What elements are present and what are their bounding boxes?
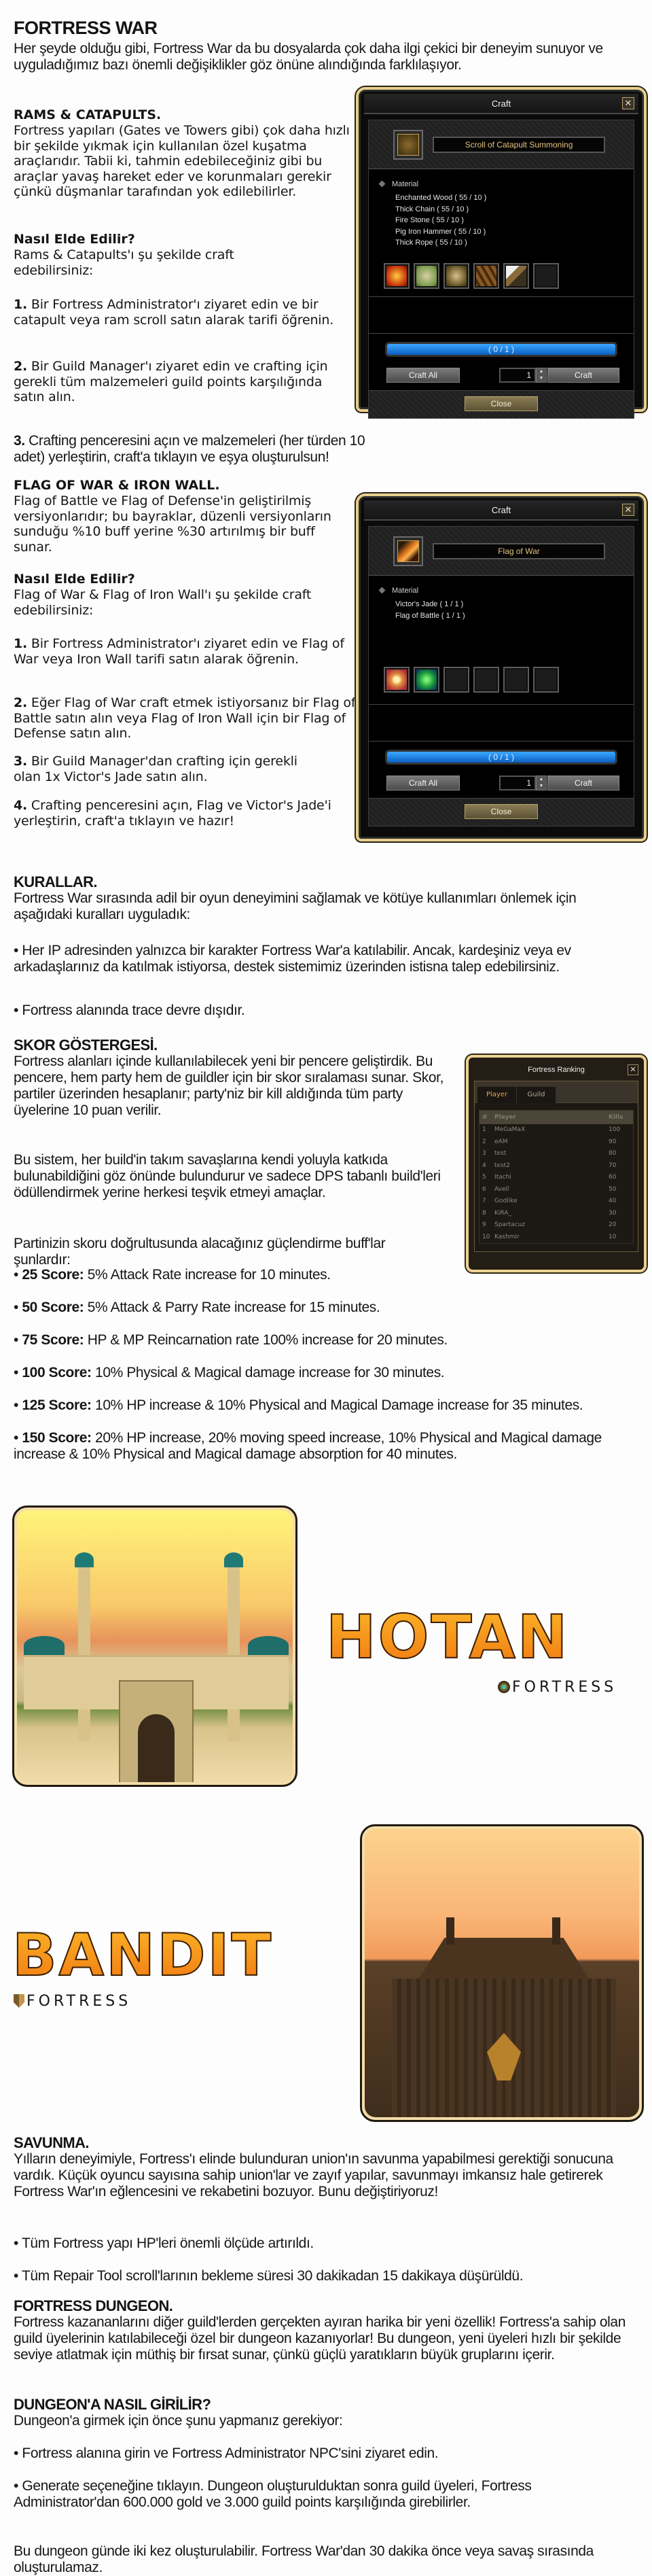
close-icon[interactable]: ✕ <box>628 1064 638 1075</box>
flags-step-4: 4. Crafting penceresini açın, Flag ve Victor's Jade'i yerleştirin, craft'a tıklayın ve hazır! <box>14 798 331 829</box>
victors-jade-icon[interactable] <box>414 667 439 693</box>
ranking-title: Fortress Ranking <box>528 1066 585 1074</box>
craft-all-button[interactable]: Craft All <box>386 776 460 790</box>
material-list <box>395 599 465 621</box>
tab-player[interactable]: Player <box>477 1087 517 1103</box>
ranking-panel <box>474 1081 638 1252</box>
craft-button[interactable]: Craft <box>547 776 619 790</box>
materials-panel <box>369 576 634 705</box>
flags-how-text: Flag of War & Flag of Iron Wall'ı şu şekilde craft edebilirsiniz: <box>14 587 312 618</box>
table-row: 5 Itachi 60 <box>482 1174 617 1181</box>
buff-item: • 100 Score: 10% Physical & Magical damage increase for 30 minutes. <box>14 1365 445 1380</box>
roof-post <box>552 1917 560 1945</box>
craft-body <box>368 120 634 419</box>
dome <box>24 1636 65 1655</box>
scroll-icon <box>393 130 423 160</box>
dungeon-enter-text: Dungeon'a girmek için önce şunu yapmanız gerekiyor: <box>14 2413 343 2429</box>
craft-result-area <box>369 705 634 742</box>
material-label: Material <box>392 180 419 188</box>
empty-slot[interactable] <box>473 667 499 693</box>
material-item: Flag of Battle ( 1 / 1 ) <box>395 611 465 620</box>
material-item: Thick Rope ( 55 / 10 ) <box>395 239 467 247</box>
dungeon-enter-title: DUNGEON'A NASIL GİRİLİR? <box>14 2396 211 2413</box>
score-paragraph-3: Partinizin skoru doğrultusunda alacağınız güçlendirme buff'lar şunlardır: <box>14 1236 386 1268</box>
craft-item-name: Scroll of Catapult Summoning <box>433 137 605 153</box>
craft-body <box>368 526 634 826</box>
craft-titlebar <box>364 500 638 521</box>
rules-bullet-2: • Fortress alanında trace devre dışıdır. <box>14 1003 245 1018</box>
dungeon-bullet-2: • Generate seçeneğine tıklayın. Dungeon oluşturulduktan sonra guild üyeleri, Fortress Administrator'dan 600.000 gold ve 3.000 guild points karşılığında girebilirler. <box>14 2478 532 2510</box>
score-title: SKOR GÖSTERGESİ. <box>14 1037 158 1054</box>
quantity-input[interactable]: 1 <box>499 776 536 790</box>
defense-bullet-2: • Tüm Repair Tool scroll'larının bekleme süresi 30 dakikadan 15 dakikaya düşürüldü. <box>14 2268 524 2284</box>
minaret <box>228 1558 240 1741</box>
intro-paragraph: Her şeyde olduğu gibi, Fortress War da bu dosyalarda çok daha ilgi çekici bir deneyim sunuyor ve uyguladığımız bazı önemli değişiklikler göz önüne alındığında farklılaşıyor. <box>14 41 603 73</box>
material-item: Thick Chain ( 55 / 10 ) <box>395 205 469 213</box>
bandit-logo: BANDIT <box>12 1921 274 1989</box>
table-header: # Player Kills <box>479 1111 633 1124</box>
empty-slot[interactable] <box>533 263 559 289</box>
thick-chain-icon[interactable] <box>443 263 469 289</box>
table-row: 6 Avell 50 <box>482 1185 617 1193</box>
rams-step-3: 3. Crafting penceresini açın ve malzemeleri (her türden 10 adet) yerleştirin, craft'a tıklayın ve eşya oluşturulsun! <box>14 433 365 465</box>
buff-list <box>14 1267 625 1463</box>
ranking-tabs <box>475 1081 638 1103</box>
table-row: 2 eAM 90 <box>482 1138 617 1145</box>
material-slots <box>384 263 559 289</box>
gate-door <box>138 1714 175 1782</box>
material-item: Victor's Jade ( 1 / 1 ) <box>395 600 464 608</box>
close-icon[interactable]: ✕ <box>622 504 634 516</box>
table-row: 10 Kashmir 10 <box>482 1233 617 1240</box>
table-row: 4 test2 70 <box>482 1162 617 1169</box>
material-item: Enchanted Wood ( 55 / 10 ) <box>395 194 487 202</box>
dungeon-bullet-1: • Fortress alanına girin ve Fortress Administrator NPC'sini ziyaret edin. <box>14 2446 439 2461</box>
buff-item: • 25 Score: 5% Attack Rate increase for 10 minutes. <box>14 1267 331 1283</box>
dungeon-footer: Bu dungeon günde iki kez oluşturulabilir. Fortress War'dan 30 dakika önce veya savaş sırasında oluşturulamaz. <box>14 2543 594 2575</box>
minaret <box>78 1558 90 1741</box>
fortress-ranking-window <box>466 1055 647 1272</box>
table-row: 3 test 80 <box>482 1150 617 1157</box>
table-row: 7 Godlike 40 <box>482 1198 617 1204</box>
rams-step-2: 2. Bir Guild Manager'ı ziyaret edin ve crafting için gerekli tüm malzemeleri guild points karşılığında satın alın. <box>14 359 328 404</box>
buff-item: • 50 Score: 5% Attack & Parry Rate increase for 15 minutes. <box>14 1300 380 1315</box>
quantity-input[interactable]: 1 <box>499 368 536 383</box>
thick-rope-icon[interactable] <box>473 263 499 289</box>
buff-item: • 125 Score: 10% HP increase & 10% Physical and Magical Damage increase for 35 minutes. <box>14 1397 583 1413</box>
flag-icon <box>393 536 423 566</box>
buff-item: • 75 Score: HP & MP Reincarnation rate 100% increase for 20 minutes. <box>14 1332 448 1348</box>
close-icon[interactable]: ✕ <box>622 97 634 109</box>
craft-titlebar <box>364 94 638 114</box>
buff-item: • 150 Score: 20% HP increase, 20% moving speed increase, 10% Physical and Magical damage increase & 10% Physical and Magical damage absorption for 40 minutes. <box>14 1430 602 1462</box>
hotan-fortress-image <box>12 1505 297 1787</box>
material-item: Pig Iron Hammer ( 55 / 10 ) <box>395 227 486 236</box>
craft-button[interactable]: Craft <box>547 368 619 383</box>
dome <box>248 1636 289 1655</box>
flags-step-3: 3. Bir Guild Manager'dan crafting için gerekli olan 1x Victor's Jade satın alın. <box>14 754 297 784</box>
score-paragraph-2: Bu sistem, her build'in takım savaşlarına kendi yoluyla katkıda bulunabildiğini göz önünde bulundurur ve sadece DPS tabanlı build'leri ödüllendirmek yerine herkesi teşvik etmeyi amaçlar. <box>14 1152 441 1200</box>
hotan-subtitle: FORTRESS <box>498 1679 617 1696</box>
bandit-subtitle: FORTRESS <box>14 1993 131 2010</box>
rules-paragraph: Fortress War sırasında adil bir oyun deneyimini sağlamak ve kötüye kullanımları önlemek için aşağıdaki kuralları uyguladık: <box>14 890 577 922</box>
enchanted-wood-icon[interactable] <box>414 263 439 289</box>
rules-title: KURALLAR. <box>14 873 97 890</box>
dome <box>75 1552 94 1567</box>
hotan-logo: HOTAN <box>326 1602 570 1672</box>
tower-roof <box>419 1938 589 1979</box>
tab-guild[interactable]: Guild <box>517 1087 556 1103</box>
rules-bullet-1: • Her IP adresinden yalnızca bir karakter Fortress War'a katılabilir. Ancak, kardeşiniz veya ev arkadaşlarınız da katılmak istiyorsa, destek sistemimiz üzerinden istisna talep edebilirsiniz. <box>14 943 571 975</box>
roof-post <box>446 1917 454 1945</box>
dungeon-title: FORTRESS DUNGEON. <box>14 2297 173 2314</box>
diamond-icon <box>379 587 386 594</box>
ranking-table <box>479 1110 634 1244</box>
craft-actions <box>369 334 634 391</box>
dungeon-paragraph: Fortress kazananlarını diğer guild'lerden gerçekten ayıran harika bir yeni özellik! Fortress'a sahip olan guild üyelerinin katılabileceği özel bir dungeon kazanıyorlar! Bu dungeon, yeni üyeleri hızlı bir şekilde seviye atlatmak için müthiş bir fırsat sunar, çünkü güçlü yaratıkların büyük gruplarını içerir. <box>14 2314 626 2363</box>
flags-paragraph: Flag of Battle ve Flag of Defense'in geliştirilmiş versiyonlarıdır; bu bayraklar, düzenli versiyonların sunduğu %10 buff yerine %30 artırılmış bir buff sunar. <box>14 493 331 555</box>
craft-header <box>369 120 634 169</box>
craft-window-flag <box>356 493 647 841</box>
material-list <box>395 192 486 249</box>
rams-title: RAMS & CATAPULTS. <box>14 107 162 122</box>
quantity-stepper[interactable]: ▲ ▼ <box>536 368 547 383</box>
craft-footer <box>369 391 634 418</box>
dome <box>224 1552 243 1567</box>
craft-item-name: Flag of War <box>433 543 605 559</box>
flags-title: FLAG OF WAR & IRON WALL. <box>14 478 220 493</box>
material-slots <box>384 667 559 693</box>
flags-step-1: 1. Bir Fortress Administrator'ı ziyaret edin ve Flag of War veya Iron Wall tarifi satın alarak öğrenin. <box>14 636 344 667</box>
craft-window-title: Craft <box>491 505 511 515</box>
empty-slot[interactable] <box>503 667 529 693</box>
table-row: 1 MeGaMaX 100 <box>482 1126 621 1133</box>
craft-progress-bar: ( 0 / 1 ) <box>385 750 617 765</box>
craft-progress-bar: ( 0 / 1 ) <box>385 342 617 357</box>
materials-panel <box>369 169 634 297</box>
craft-header <box>369 527 634 576</box>
table-row: 8 KiRA_ 30 <box>482 1209 617 1217</box>
rams-paragraph: Fortress yapıları (Gates ve Towers gibi) çok daha hızlı bir şekilde yıkmak için kullanılan özel kuşatma araçlarıdır. Tabii ki, tahmin edebileceğiniz gibi bu araçlar yavaş hareket eder ve korunmaları gerekir çünkü düşmanlar tarafından yok edilebilirler. <box>14 123 350 199</box>
craft-window-catapult <box>356 87 647 412</box>
fire-stone-icon[interactable] <box>384 263 410 289</box>
defense-title: SAVUNMA. <box>14 2134 89 2151</box>
bandit-shield-icon <box>14 1994 24 2008</box>
rams-how-title: Nasıl Elde Edilir? <box>14 232 135 247</box>
flags-step-2: 2. Eğer Flag of War craft etmek istiyorsanız bir Flag of Battle satın alın veya Flag of Iron Wall için bir Flag of Defense satın alın. <box>14 695 356 741</box>
close-button[interactable]: Close <box>465 396 538 411</box>
close-button[interactable]: Close <box>465 804 538 819</box>
flag-of-battle-icon[interactable] <box>384 667 410 693</box>
craft-result-area <box>369 297 634 334</box>
table-row: 9 Spartacuz 20 <box>482 1221 617 1228</box>
empty-slot[interactable] <box>533 667 559 693</box>
craft-actions <box>369 742 634 799</box>
defense-bullet-1: • Tüm Fortress yapı HP'leri önemli ölçüde artırıldı. <box>14 2235 314 2251</box>
pig-iron-hammer-icon[interactable] <box>503 263 529 289</box>
quantity-stepper[interactable]: ▲ ▼ <box>536 776 547 790</box>
empty-slot[interactable] <box>443 667 469 693</box>
bandit-fortress-image <box>360 1824 644 2122</box>
hotan-emblem-icon <box>498 1681 510 1693</box>
material-item: Fire Stone ( 55 / 10 ) <box>395 216 464 224</box>
rams-how-text: Rams & Catapults'ı şu şekilde craft edebilirsiniz: <box>14 247 234 278</box>
diamond-icon <box>379 181 386 188</box>
page-title: FORTRESS WAR <box>14 18 158 38</box>
craft-window-title: Craft <box>491 99 511 109</box>
material-label: Material <box>392 587 419 595</box>
rams-step-1: 1. Bir Fortress Administrator'ı ziyaret edin ve bir catapult veya ram scroll satın alarak tarifi öğrenin. <box>14 297 334 328</box>
flags-how-title: Nasıl Elde Edilir? <box>14 572 135 587</box>
score-paragraph-1: Fortress alanları içinde kullanılabilecek yeni bir pencere geliştirdik. Bu pencere, hem party hem de guildler için bir skor sıralaması sunar. Skor, partiler üzerinden hesaplanır; party'niz bir kill aldığında tüm party üyelerine 10 puan verilir. <box>14 1054 443 1118</box>
craft-footer <box>369 799 634 826</box>
defense-paragraph: Yılların deneyimiyle, Fortress'ı elinde bulunduran union'ın savunma yapabilmesi gerektiği sonucuna vardık. Küçük oyuncu sayısına sahip union'lar ve zayıf yapılar, savunmayı imkansız hale getirerek Fortress War'ın eğlencesini ve rekabetini bozuyor. Bunu değiştiriyoruz! <box>14 2151 613 2199</box>
craft-all-button[interactable]: Craft All <box>386 368 460 383</box>
